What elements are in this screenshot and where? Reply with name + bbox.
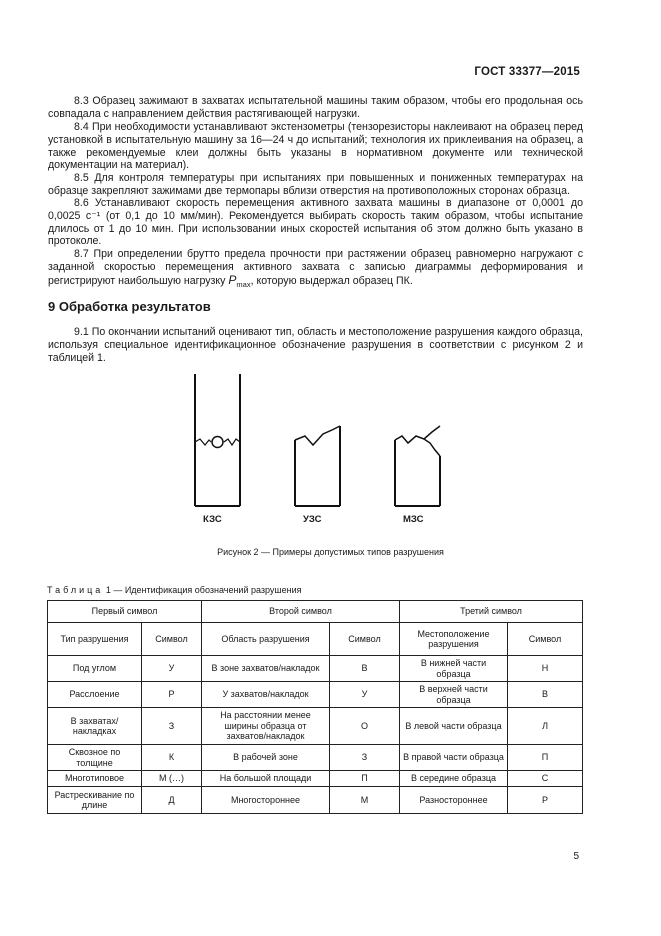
paragraph-8-3-text: 8.3 Образец зажимают в захватах испытательной машины таким образом, чтобы его продольная ось совпадала с направлением действия растягивающей нагрузки. xyxy=(48,95,583,120)
table-cell: Л xyxy=(508,708,583,745)
paragraph-8-6-text: 8.6 Устанавливают скорость перемещения активного захвата машины в диапазоне от 0,0001 до 0,0025 с⁻¹ (от 0,1 до 10 мм/мин). Рекомендуется выбирать скорость таким образом, чтобы испытание длилось от 1 до 10 мин. При использовании иных скоростей испытания об этом должно быть указано в протоколе. xyxy=(48,197,583,248)
table-cell: П xyxy=(508,745,583,771)
paragraph-8-5 xyxy=(48,172,583,198)
table-cell: В нижней части образца xyxy=(400,656,508,682)
table-cell: Расслоение xyxy=(48,682,142,708)
table-caption xyxy=(47,585,302,595)
group-header-third-symbol: Третий символ xyxy=(400,601,583,623)
table-cell: Н xyxy=(508,656,583,682)
failure-types-drawing xyxy=(180,366,480,516)
paragraph-8-5-text: 8.5 Для контроля температуры при испытаниях при повышенных и пониженных температурах на образце закрепляют зажимами две термопары вблизи отверстия на противоположных сторонах образца. xyxy=(48,172,583,197)
table-cell: В рабочей зоне xyxy=(202,745,330,771)
paragraph-8-4 xyxy=(48,121,583,172)
table-cell: С xyxy=(508,771,583,787)
table-caption-title: 1 — Идентификация обозначений разрушения xyxy=(105,585,302,595)
paragraph-9-1 xyxy=(48,326,583,364)
failure-codes-table xyxy=(47,600,583,814)
document-header: ГОСТ 33377—2015 xyxy=(474,66,580,78)
p-max-subscript: max xyxy=(236,279,251,289)
table-cell: У захватов/накладок xyxy=(202,682,330,708)
col-header-failure-location: Местоположение разрушения xyxy=(400,623,508,656)
table-cell: На большой площади xyxy=(202,771,330,787)
section-9-title: 9 Обработка результатов xyxy=(48,299,211,314)
paragraph-8-7-text: 8.7 При определении брутто предела прочности при растяжении образец равномерно нагружают с заданной скоростью перемещения активного захвата с записью диаграммы деформирования и регистрируют наибольшую нагрузку xyxy=(48,248,583,287)
page-number: 5 xyxy=(573,851,579,862)
table-cell: В захватах/ накладках xyxy=(48,708,142,745)
paragraph-8-7 xyxy=(48,248,583,292)
figure-label-mzs: МЗС xyxy=(403,514,424,525)
uzs-specimen xyxy=(295,426,340,506)
table-cell: М xyxy=(330,787,400,814)
table-row xyxy=(48,682,583,708)
table-cell: Сквозное по толщине xyxy=(48,745,142,771)
table-cell: Растрескивание по длине xyxy=(48,787,142,814)
col-header-symbol-2: Символ xyxy=(330,623,400,656)
figure-2 xyxy=(180,366,480,521)
paragraph-9-1-text: 9.1 По окончании испытаний оценивают тип, область и местоположение разрушения каждого образца, используя специальное идентификационное обозначение разрушения в соответствии с рисунком 2 и таблицей 1. xyxy=(48,326,583,364)
table-cell: Многостороннее xyxy=(202,787,330,814)
table-cell: К xyxy=(142,745,202,771)
p-max-symbol: P xyxy=(228,272,237,287)
figure-caption: Рисунок 2 — Примеры допустимых типов разрушения xyxy=(217,547,444,557)
table-body xyxy=(48,656,583,814)
table-cell: З xyxy=(142,708,202,745)
table-cell: Р xyxy=(508,787,583,814)
table-cell: М (…) xyxy=(142,771,202,787)
table-cell: В xyxy=(508,682,583,708)
table-cell: У xyxy=(142,656,202,682)
table-cell: На расстоянии менее ширины образца от захватов/накладок xyxy=(202,708,330,745)
table-cell: У xyxy=(330,682,400,708)
table-cell: Под углом xyxy=(48,656,142,682)
table-cell: В правой части образца xyxy=(400,745,508,771)
table-cell: В зоне захватов/накладок xyxy=(202,656,330,682)
mzs-specimen xyxy=(395,426,440,506)
col-header-failure-type: Тип разрушения xyxy=(48,623,142,656)
figure-label-kzs: КЗС xyxy=(203,514,222,525)
table-cell: П xyxy=(330,771,400,787)
kzs-specimen xyxy=(195,374,240,506)
table-cell: З xyxy=(330,745,400,771)
paragraph-8-6 xyxy=(48,197,583,248)
paragraph-8-7-tail: , которую выдержал образец ПК. xyxy=(250,274,413,287)
table-cell: Р xyxy=(142,682,202,708)
table-row xyxy=(48,708,583,745)
figure-label-uzs: УЗС xyxy=(303,514,322,525)
table-cell: Разностороннее xyxy=(400,787,508,814)
table-cell: О xyxy=(330,708,400,745)
group-header-second-symbol: Второй символ xyxy=(202,601,400,623)
table-row xyxy=(48,745,583,771)
col-header-failure-area: Область разрушения xyxy=(202,623,330,656)
table-cell: Д xyxy=(142,787,202,814)
table-cell: В верхней части образца xyxy=(400,682,508,708)
table-cell: В xyxy=(330,656,400,682)
paragraph-8-4-text: 8.4 При необходимости устанавливают экстензометры (тензорезисторы наклеивают на образец перед установкой в испытательную машину за 16—24 ч до испытаний; технология их приклеивания на образец, а также рекомендуемые клеи должны быть указаны в нормативном документе или технической документации на материал). xyxy=(48,121,583,172)
group-header-first-symbol: Первый символ xyxy=(48,601,202,623)
col-header-symbol-1: Символ xyxy=(142,623,202,656)
table-row xyxy=(48,787,583,814)
table-cell: В левой части образца xyxy=(400,708,508,745)
col-header-symbol-3: Символ xyxy=(508,623,583,656)
table-cell: Многотиповое xyxy=(48,771,142,787)
table-row xyxy=(48,656,583,682)
table-cell: В середине образца xyxy=(400,771,508,787)
table-caption-word: Таблица xyxy=(47,585,104,595)
paragraph-8-3 xyxy=(48,95,583,121)
table-row xyxy=(48,771,583,787)
